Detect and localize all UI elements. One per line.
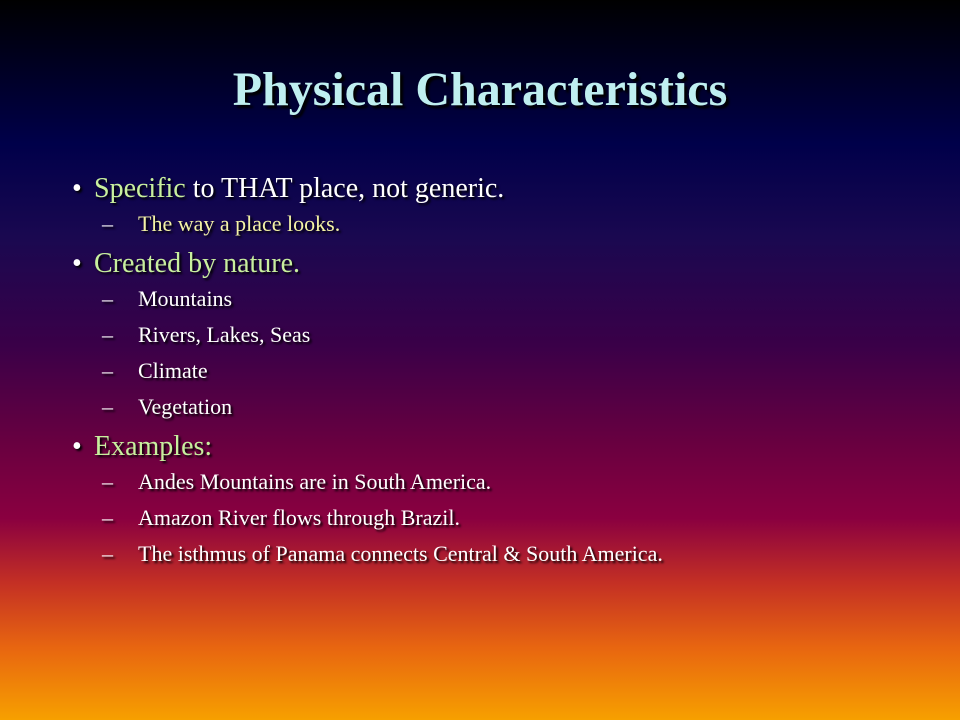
subitem-mountains [72,285,902,313]
slide-body [72,168,902,576]
dash-marker: – [102,505,113,530]
bullet-highlight: Created by nature. [94,248,301,279]
dash-marker: – [102,541,113,566]
bullet-marker: • [72,248,82,279]
subitem-panama [72,540,902,568]
dash-marker: – [102,394,113,419]
subitem-rivers-lakes-seas [72,321,902,349]
bullet-highlight: Examples: [94,431,213,462]
subitem-vegetation [72,393,902,421]
subitem-text: The way a place looks. [138,211,341,236]
dash-marker: – [102,286,113,311]
bullet-marker: • [72,431,82,462]
dash-marker: – [102,469,113,494]
bullet-examples [72,430,902,464]
bullet-specific [72,172,902,206]
subitem-text: Amazon River flows through Brazil. [138,505,460,530]
subitem-place-looks [72,210,902,238]
dash-marker: – [102,322,113,347]
subitem-andes [72,468,902,496]
subitem-text: Andes Mountains are in South America. [138,469,492,494]
bullet-marker: • [72,173,82,204]
dash-marker: – [102,211,113,236]
bullet-created-by-nature [72,247,902,281]
subitem-text: Rivers, Lakes, Seas [138,322,311,347]
bullet-highlight: Specific [94,173,186,204]
dash-marker: – [102,358,113,383]
slide-title: Physical Characteristics [232,63,728,116]
subitem-amazon [72,504,902,532]
subitem-text: Climate [138,358,208,383]
subitem-text: Vegetation [138,394,233,419]
subitem-text: The isthmus of Panama connects Central & South America. [138,541,663,566]
subitem-climate [72,357,902,385]
subitem-text: Mountains [138,286,233,311]
bullet-text: to THAT place, not generic. [185,173,505,204]
